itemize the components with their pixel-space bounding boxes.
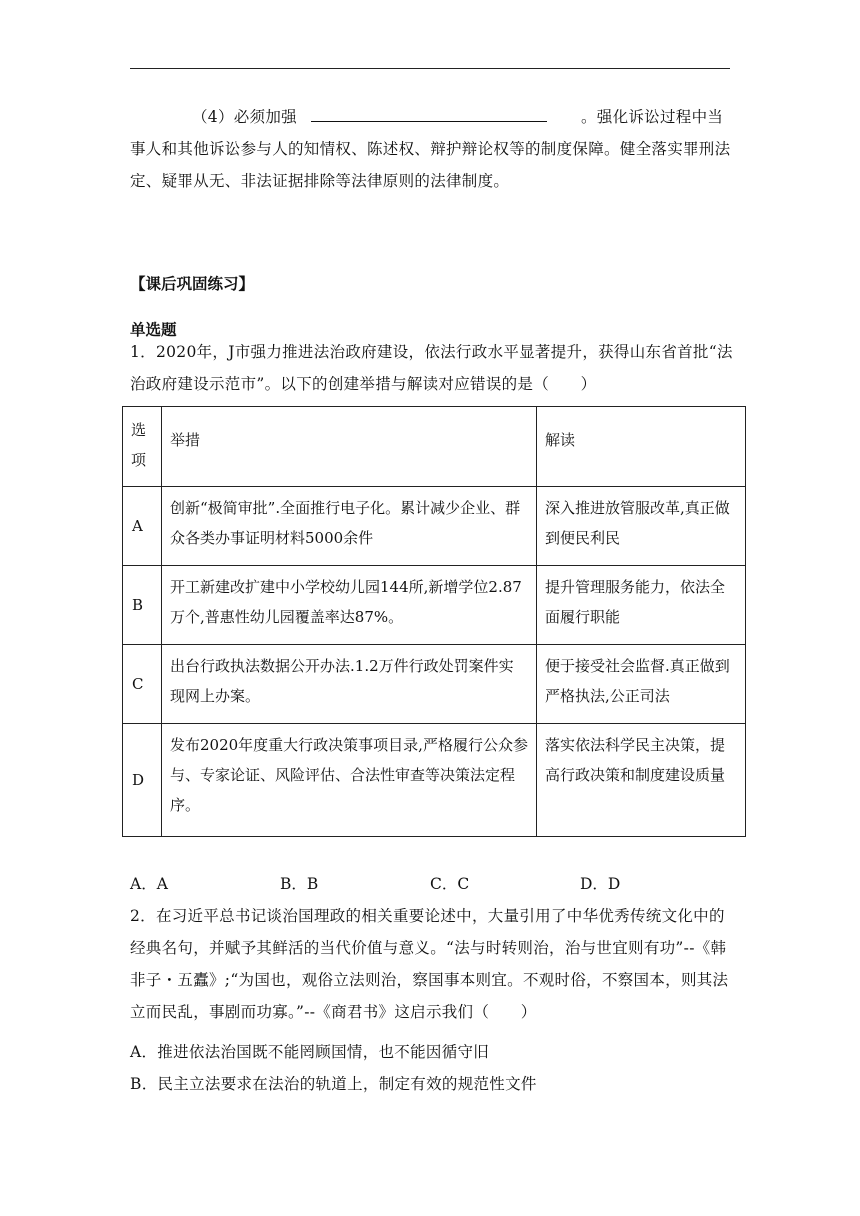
q2-option-a[interactable]: A．推进依法治国既不能罔顾国情，也不能因循守旧 bbox=[130, 1043, 490, 1061]
row-letter: C bbox=[123, 645, 162, 724]
item-4-text: 。强化诉讼过程中当事人和其他诉讼参与人的知情权、陈述权、辩护辩论权等的制度保障。健全落实罪刑法定、疑罪从无、非法证据排除等法律原则的法律制度。 bbox=[130, 108, 731, 190]
choice-c[interactable]: C．C bbox=[430, 875, 470, 893]
q1-choices bbox=[130, 872, 730, 896]
practice-heading: 【课后巩固练习】 bbox=[130, 275, 255, 293]
choice-a[interactable]: A．A bbox=[130, 875, 168, 893]
choice-d[interactable]: D．D bbox=[580, 875, 621, 893]
row-measure: 创新“极简审批”.全面推行电子化。累计减少企业、群众各类办事证明材料5000余件 bbox=[162, 487, 537, 566]
row-reading: 深入推进放管服改革,真正做到便民利民 bbox=[537, 487, 746, 566]
header-rule bbox=[130, 68, 730, 69]
row-letter: B bbox=[123, 566, 162, 645]
table-header-row bbox=[123, 407, 746, 487]
header-measure: 举措 bbox=[162, 407, 537, 487]
row-reading: 提升管理服务能力，依法全面履行职能 bbox=[537, 566, 746, 645]
choice-b[interactable]: B．B bbox=[280, 875, 319, 893]
q1-stem: 1．2020年，J市强力推进法治政府建设，依法行政水平显著提升，获得山东省首批“法治政府建设示范市”。以下的创建举措与解读对应错误的是（ ） bbox=[130, 343, 733, 393]
table-row bbox=[123, 645, 746, 724]
row-reading: 落实依法科学民主决策，提高行政决策和制度建设质量 bbox=[537, 724, 746, 837]
table-row bbox=[123, 487, 746, 566]
row-measure: 出台行政执法数据公开办法.1.2万件行政处罚案件实现网上办案。 bbox=[162, 645, 537, 724]
fill-in-blank[interactable] bbox=[311, 107, 547, 122]
row-measure: 发布2020年度重大行政决策事项目录,严格履行公众参与、专家论证、风险评估、合法性审查等决策法定程序。 bbox=[162, 724, 537, 837]
header-reading: 解读 bbox=[537, 407, 746, 487]
section-label: 单选题 bbox=[130, 321, 177, 339]
row-measure: 开工新建改扩建中小学校幼儿园144所,新增学位2.87万个,普惠性幼儿园覆盖率达87%。 bbox=[162, 566, 537, 645]
row-letter: D bbox=[123, 724, 162, 837]
row-reading: 便于接受社会监督.真正做到严格执法,公正司法 bbox=[537, 645, 746, 724]
table-row bbox=[123, 566, 746, 645]
item-4-label: （4）必须加强 bbox=[192, 108, 297, 126]
q1-options-table bbox=[122, 406, 746, 837]
table-row bbox=[123, 724, 746, 837]
item-4-paragraph bbox=[130, 101, 735, 197]
q2-stem: 2．在习近平总书记谈治国理政的相关重要论述中，大量引用了中华优秀传统文化中的经典名句，并赋予其鲜活的当代价值与意义。“法与时转则治，治与世宜则有功”--《韩非子・五蠹》;“为国也，观俗立法则治，察国事本则宜。不观时俗，不察国本，则其法立而民乱，事剧而功寡。”--《商君书》这启示我们（ ） bbox=[130, 907, 729, 1021]
header-option: 选项 bbox=[123, 407, 162, 487]
row-letter: A bbox=[123, 487, 162, 566]
q2-option-b[interactable]: B．民主立法要求在法治的轨道上，制定有效的规范性文件 bbox=[130, 1075, 537, 1093]
